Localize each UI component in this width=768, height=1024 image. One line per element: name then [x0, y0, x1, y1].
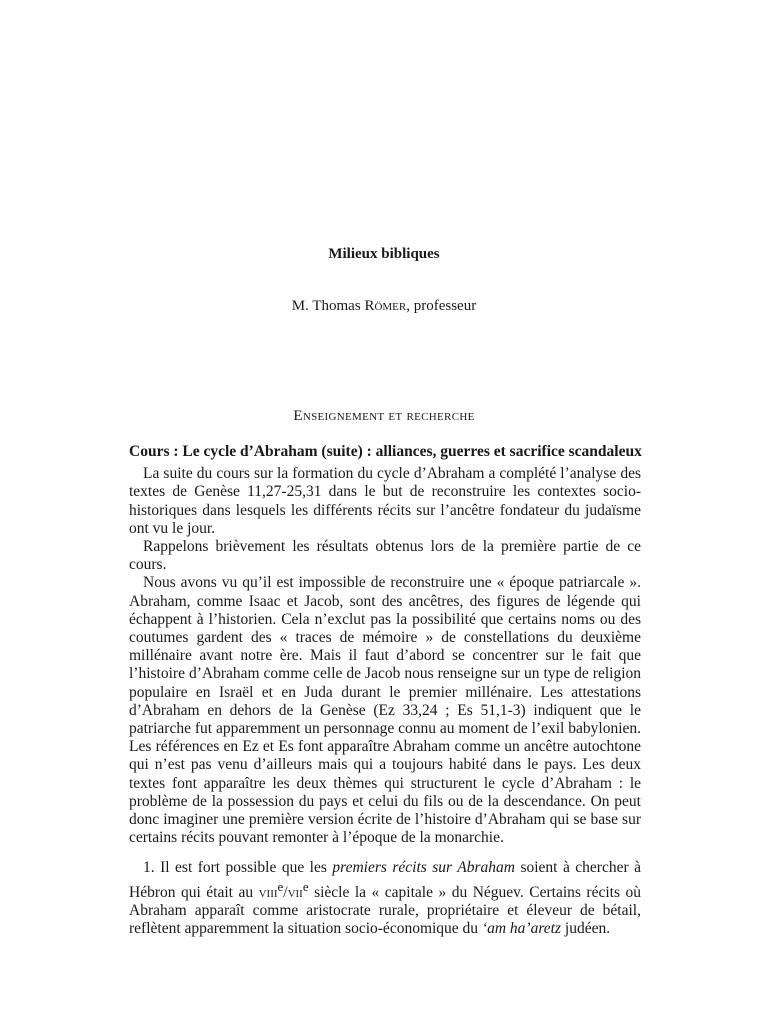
p4-sup-2: e [302, 878, 309, 894]
p4-sup-1: e [277, 878, 284, 894]
p4-text-4: judéen. [561, 920, 611, 938]
p4-text-3: siècle la « capitale » du Néguev. Certains récits où Abraham apparaît comme aristocrate rurale, propriétaire et éleveur de bétail, reflètent apparemment la situation socio-économique du [129, 883, 641, 938]
p4-italic-1: premiers récits sur Abraham [332, 859, 515, 877]
p4-slash: / [283, 883, 288, 901]
author-suffix: , professeur [406, 298, 477, 314]
paragraph-4 [129, 859, 641, 938]
p4-century-1: viii [258, 883, 278, 901]
body-text [129, 443, 641, 938]
paragraph-2: Rappelons brièvement les résultats obtenus lors de la première partie de ce cours. [129, 538, 641, 574]
author-name: Römer [364, 298, 407, 314]
p4-text-2: soient à chercher à Hébron qui était au [129, 859, 641, 901]
author-prefix: M. Thomas [291, 298, 365, 314]
paragraph-1: La suite du cours sur la formation du cycle d’Abraham a complété l’analyse des textes de Genèse 11,27-25,31 dans le but de reconstruire les contextes socio-historiques dans lesquels les différents récits sur l’ancêtre fondateur du judaïsme ont vu le jour. [129, 465, 641, 537]
paragraph-3: Nous avons vu qu’il est impossible de reconstruire une « époque patriarcale ». Abraham, comme Isaac et Jacob, sont des ancêtres, des figures de légende qui échappent à l’historien. Cela n’exclut pas la possibilité que certains noms ou des coutumes gardent des « traces de mémoire » de constellations du deuxième millénaire avant notre ère. Mais il faut d’abord se concentrer sur le fait que l’histoire d’Abraham comme celle de Jacob nous renseigne sur un type de religion populaire en Israël et en Juda durant le premier millénaire. Les attestations d’Abraham en dehors de la Genèse (Ez 33,24 ; Es 51,1-3) indiquent que le patriarche fut apparemment un personnage connu au moment de l’exil babylonien. Les références en Ez et Es font apparaître Abraham comme un ancêtre autochtone qui n’est pas venu d’ailleurs mais qui a toujours habité dans le pays. Les deux textes font apparaître les deux thèmes qui structurent le cycle d’Abraham : le problème de la possession du pays et celui du fils ou de la descendance. On peut donc imaginer une première version écrite de l’histoire d’Abraham qui se base sur certains récits pouvant remonter à l’époque de la monarchie. [129, 574, 641, 847]
p4-italic-2: ‘am ha’aretz [481, 920, 562, 938]
author-line [0, 298, 768, 315]
section-title: Milieux bibliques [328, 246, 440, 262]
p4-text-1: 1. Il est fort possible que les [143, 859, 333, 877]
p4-century-2: vii [287, 883, 303, 901]
course-title: Cours : Le cycle d’Abraham (suite) : alliances, guerres et sacrifice scandaleux [129, 443, 642, 460]
section-heading: Enseignement et recherche [293, 408, 475, 424]
